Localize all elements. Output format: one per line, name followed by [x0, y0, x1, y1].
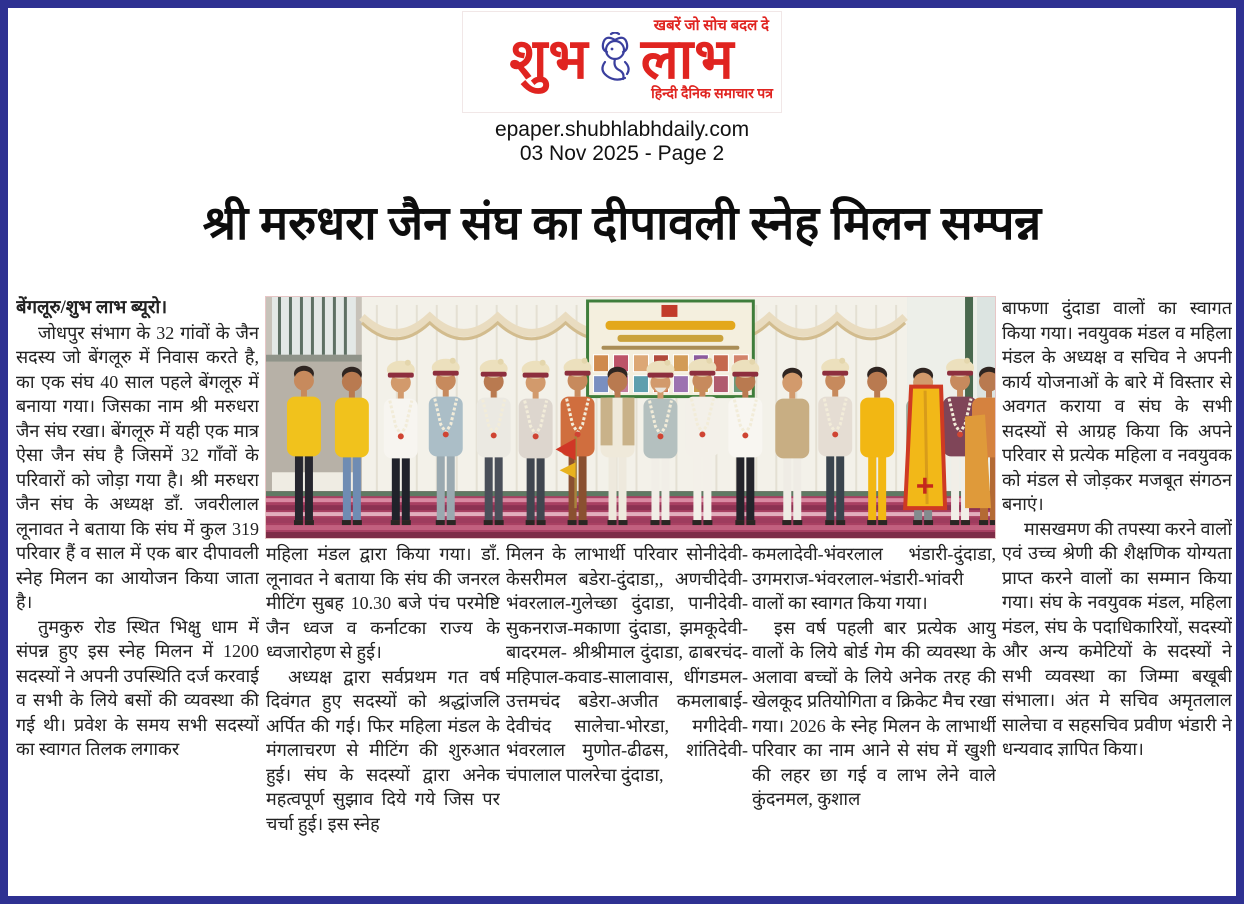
paragraph: जोधपुर संभाग के 32 गांवों के जैन सदस्य जो बेंगलूरु में निवास करते है, का एक संघ 40 साल पहले बेंगलूरु में बनाया गया। जिसका नाम श्री मरुधरा जैन संघ रखा। बेंगलूरु में यही एक मात्र ऐसा जैन संघ है जिसमें 32 गाँवों के परिवारों को जोड़ा गया है। श्री मरुधरा जैन संघ के अध्यक्ष डाँ. जवरीलाल लूनावत ने बताया कि संघ में कुल 319 परिवार हैं व साल में एक बार दीपावली स्नेह मिलन का आयोजन किया जाता है। [16, 322, 259, 612]
article-column-2 [266, 542, 500, 900]
logo-word-shubh: शुभ [509, 29, 589, 91]
paragraph: मासखमण की तपस्या करने वालों एवं उच्च श्रेणी की शैक्षणिक योग्यता प्राप्त करने वालों का सम्मान किया गया। संघ के नवयुवक मंडल, महिला मंडल, संघ के पदाधिकारियों, सदस्यों और अन्य कमेटियों के सदस्यों ने सभी व्यवस्था का जिम्मा बखूबी संभाला। अंत मे सचिव अमृतलाल सालेचा व सहसचिव प्रवीण भंडारी ने धन्यवाद ज्ञापित किया। [1002, 518, 1232, 759]
paragraph: महिला मंडल द्वारा किया गया। डाँ. लूनावत ने बताया कि संघ की जनरल मीटिंग सुबह 10.30 बजे पंच परमेष्टि जैन ध्वज व कर्नाटका राज्य के ध्वजारोहण से हुई। [266, 544, 500, 662]
article-column-5 [1002, 296, 1232, 898]
byline: बेंगलूरु/शुभ लाभ ब्यूरो। [16, 298, 168, 318]
article-column-1 [16, 296, 259, 898]
article-column-4 [752, 542, 996, 900]
masthead-logo [471, 31, 773, 90]
article-column-3 [506, 542, 748, 900]
paragraph: इस वर्ष पहली बार प्रत्येक आयु वालों के लिये बोर्ड गेम की व्यवस्था के अलावा बच्चों के लिये अनेक तरह की खेलकूद प्रतियोगिता व क्रिकेट मैच रखा गया। 2026 के स्नेह मिलन के लाभार्थी परिवार का नाम आने से संघ में खुशी की लहर छा गई व लाभ लेने वाले कुंदनमल, कुशाल [752, 617, 996, 809]
event-photo [265, 296, 996, 539]
masthead [462, 11, 782, 113]
paragraph: कमलादेवी-भंवरलाल भंडारी-दुंदाडा, उगमराज-भंवरलाल-भंडारी-भांवरी वालों का स्वागत किया गया। [752, 544, 996, 613]
logo-word-labh: लाभ [640, 29, 735, 91]
edition-date: 03 Nov 2025 - Page 2 [519, 142, 725, 165]
paragraph: अध्यक्ष द्वारा सर्वप्रथम गत वर्ष दिवंगत हुए सदस्यों को श्रद्धांजलि अर्पित की गई। फिर महिला मंडल के मंगलाचरण से मीटिंग की शुरुआत हुई। संघ के सदस्यों द्वारा अनेक महत्वपूर्ण सुझाव दिये गये जिस पर चर्चा हुई। इस स्नेह [266, 666, 500, 834]
epaper-url: epaper.shubhlabhdaily.com [494, 118, 750, 141]
masthead-subtitle: हिन्दी दैनिक समाचार पत्र [651, 86, 773, 102]
ganesha-icon [593, 32, 637, 89]
paragraph: बाफणा दुंदाडा वालों का स्वागत किया गया। नवयुवक मंडल व महिला मंडल के अध्यक्ष व सचिव ने अपनी कार्य योजनाओं के बारे में विस्तार से अवगत कराया व संघ के सभी सदस्यों से आग्रह किया कि अपने परिवार से प्रत्येक महिला व नवयुवक को मंडल से जोड़कर मजबूत संगठन बनाएं। [1002, 298, 1232, 514]
article-headline: श्री मरुधरा जैन संघ का दीपावली स्नेह मिलन सम्पन्न [202, 198, 1042, 250]
paragraph: मिलन के लाभार्थी परिवार सोनीदेवी-केसरीमल बडेरा-दुंदाडा,, अणचीदेवी-भंवरलाल-गुलेच्छा दुंदाडा, पानीदेवी-सुकनराज-मकाणा दुंदाडा, झमकूदेवी-बादरमल- श्रीश्रीमाल दुंदाडा, ढाबरचंद-महिपाल-कवाड-सालावास, धींगडमल-उत्तमचंद बडेरा-अजीत कमलाबाई-देवीचंद सालेचा-भोरडा, मगीदेवी-भंवरलाल मुणोत-ढीढस, शांतिदेवी-चंपालाल पालरेचा दुंदाडा, [506, 544, 748, 785]
paragraph: तुमकुरु रोड स्थित भिक्षु धाम में संपन्न हुए इस स्नेह मिलन में 1200 सदस्यों ने अपनी उपस्थिति दर्ज करवाई व सभी के लिये बसों की व्यवस्था की गई थी। प्रवेश के समय सभी सदस्यों का स्वागत तिलक लगाकर [16, 616, 259, 759]
masthead-tagline: खबरें जो सोच बदल दे [653, 18, 769, 34]
